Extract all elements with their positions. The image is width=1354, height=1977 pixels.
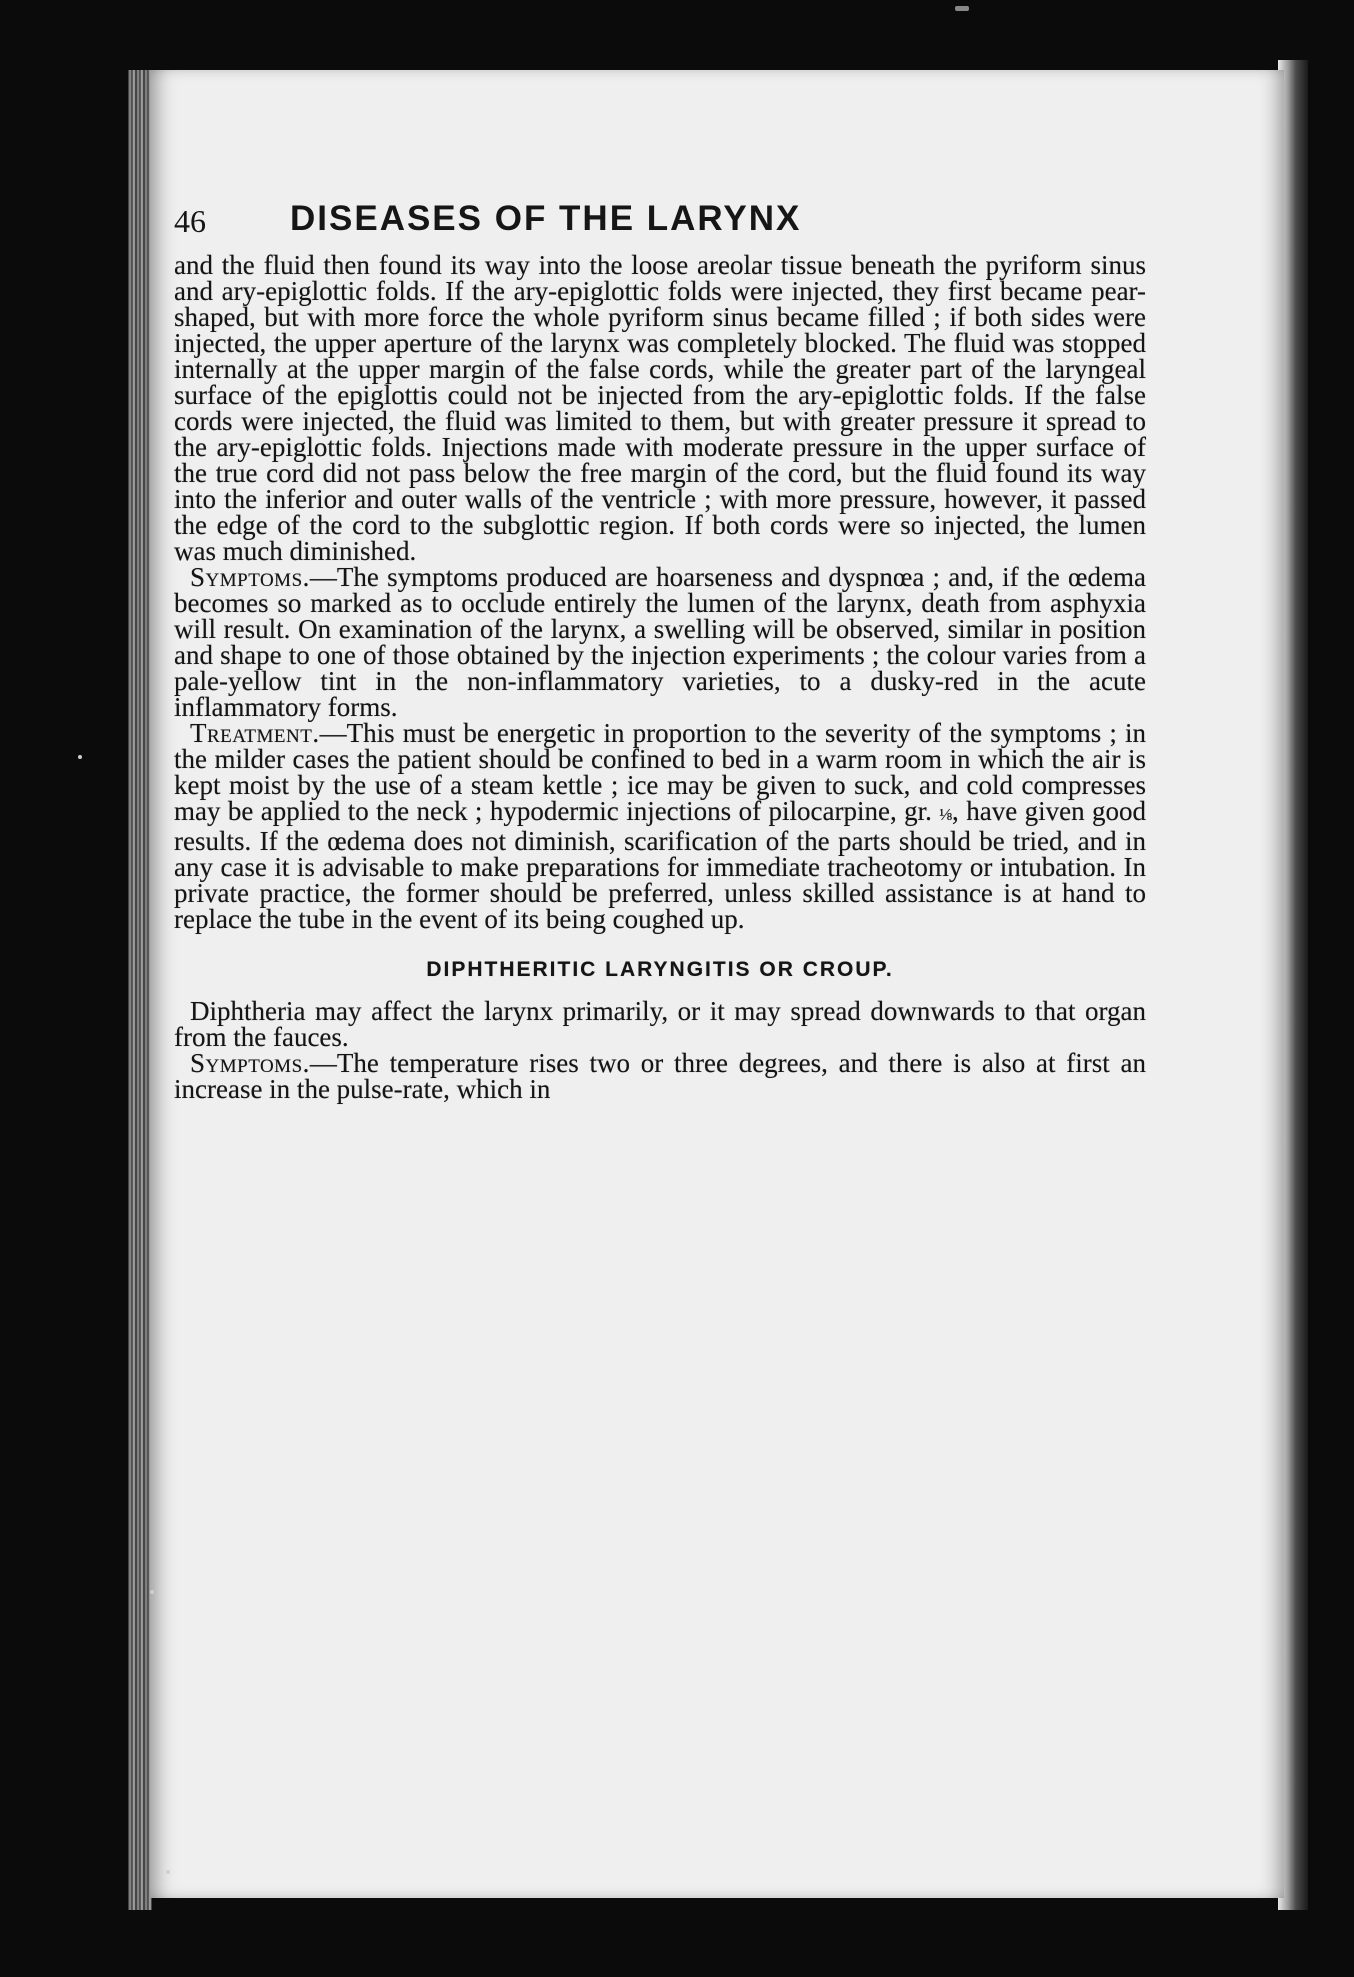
running-head-title: DISEASES OF THE LARYNX bbox=[290, 199, 802, 238]
treatment-text-part1: —This must be energetic in proportion to the severity of the symptoms ; in the milder cases the patient should be confined to bed in a warm room in which the air is kept moist by the use of a steam kettle ; ice may be given to suck, and cold compresses may be applied to the neck ; hypodermic injections of pilocarpine, gr. bbox=[174, 718, 1146, 826]
paragraph-symptoms bbox=[174, 564, 1146, 720]
croup-symptoms-text: —The temperature rises two or three degrees, and there is also at first an increase in the pulse-rate, which in bbox=[174, 1048, 1146, 1104]
paragraph-treatment bbox=[174, 720, 1146, 932]
scan-speck bbox=[78, 755, 82, 759]
paragraph-injection-results: and the fluid then found its way into the loose areolar tissue beneath the pyriform sinus and ary-epiglottic folds. If the ary-epiglottic folds were injected, they first became pear-shaped, but with more force the whole pyriform sinus became filled ; if both sides were injected, the upper aperture of the larynx was completely blocked. The fluid was stopped internally at the upper margin of the false cords, while the greater part of the laryngeal surface of the epiglottis could not be injected from the ary-epiglottic folds. If the false cords were injected, the fluid was limited to them, but with greater pressure it spread to the ary-epiglottic folds. Injections made with moderate pressure in the upper surface of the true cord did not pass below the free margin of the cord, but the fluid found its way into the inferior and outer walls of the ventricle ; with more pressure, however, it passed the edge of the cord to the subglottic region. If both cords were so injected, the lumen was much diminished. bbox=[174, 250, 1146, 566]
symptoms-text: —The symptoms produced are hoarseness and dyspnœa ; and, if the œdema becomes so marked as to occlude entirely the lumen of the larynx, death from asphyxia will result. On examination of the larynx, a swelling will be observed, similar in position and shape to one of those obtained by the injection experiments ; the colour varies from a pale-yellow tint in the non-inflammatory varieties, to a dusky-red in the acute inflammatory forms. bbox=[174, 562, 1146, 722]
section-heading: DIPHTHERITIC LARYNGITIS OR CROUP. bbox=[426, 958, 894, 981]
scan-speck bbox=[166, 1870, 170, 1874]
page-binding-left bbox=[128, 70, 152, 1910]
page-number: 46 bbox=[174, 203, 206, 239]
scan-speck bbox=[955, 6, 969, 11]
body-text bbox=[174, 252, 1146, 1102]
treatment-text-part2: , have given good results. If the œdema does not diminish, scarification of the parts should be tried, and in any case it is advisable to make preparations for immediate tracheotomy or intubation. In private practice, the former should be preferred, unless skilled assistance is at hand to replace the tube in the event of its being coughed up. bbox=[174, 796, 1147, 934]
symptoms-heading: Symptoms. bbox=[190, 562, 310, 592]
dose-fraction: ⅛ bbox=[939, 805, 953, 824]
scan-speck bbox=[150, 1590, 154, 1594]
treatment-heading: Treatment. bbox=[190, 718, 320, 748]
croup-symptoms-heading: Symptoms. bbox=[190, 1048, 310, 1078]
paragraph-diphtheria: Diphtheria may affect the larynx primarily, or it may spread downwards to that organ from the fauces. bbox=[174, 996, 1146, 1052]
paragraph-croup-symptoms bbox=[174, 1050, 1146, 1102]
